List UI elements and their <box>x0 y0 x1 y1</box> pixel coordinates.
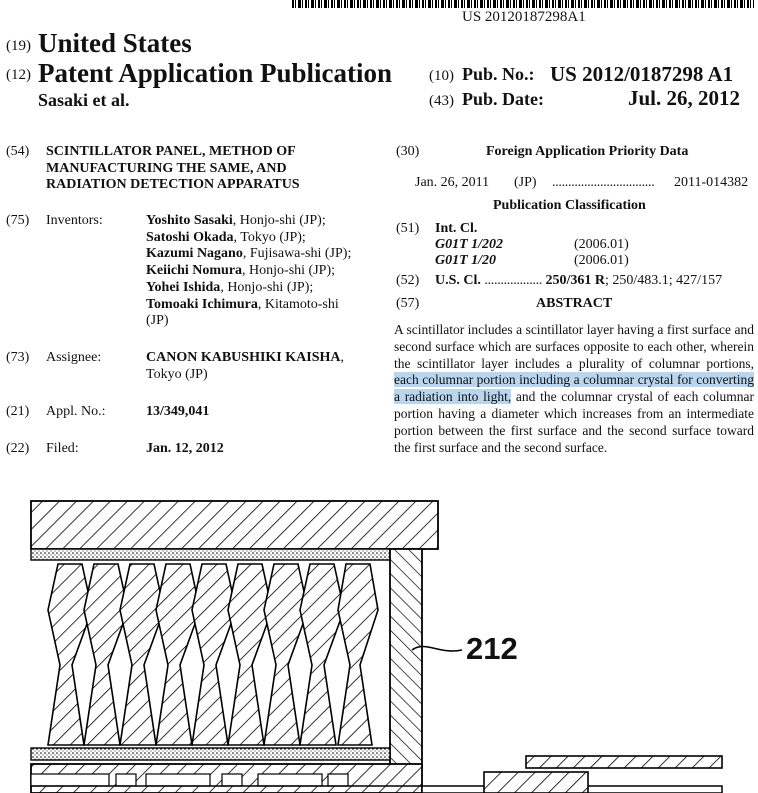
inventor-loc: , Honjo-shi (JP); <box>242 263 335 279</box>
inventors-label: Inventors: <box>46 213 103 228</box>
abstract-post: and the columnar crystal of each columnar portion having a diameter which increases from an intermediate portion between the first surface and the second surface toward the first surface and the second surface. <box>394 389 754 455</box>
code-43: (43) <box>429 93 454 109</box>
priority-dots: ................................ <box>552 175 655 190</box>
abstract-pre: A scintillator includes a scintillator layer having a first surface and second surface which are surfaces opposite to each other, wherein the scintillator layer includes a plurality of columnar portions, <box>394 322 754 371</box>
filed-label: Filed: <box>46 441 79 456</box>
columnar-crystals <box>48 564 378 745</box>
title-line: SCINTILLATOR PANEL, METHOD OF <box>46 144 296 159</box>
priority-heading: Foreign Application Priority Data <box>486 144 689 159</box>
appl-label: Appl. No.: <box>46 404 106 419</box>
abstract-code: (57) <box>396 296 420 311</box>
title-line: RADIATION DETECTION APPARATUS <box>46 177 300 192</box>
inventor-name: Kazumi Nagano <box>146 246 243 262</box>
code-19: (19) <box>6 38 31 54</box>
priority-code: (30) <box>396 144 420 159</box>
uscl-main: 250/361 R <box>545 273 606 288</box>
code-12: (12) <box>6 67 31 83</box>
top-substrate <box>31 501 438 549</box>
uscl-dots: .................. <box>484 273 543 288</box>
intcl-version: (2006.01) <box>574 237 629 252</box>
assignee-name: CANON KABUSHIKI KAISHA <box>146 350 341 365</box>
appl-no: 13/349,041 <box>146 404 210 419</box>
uscl-rest: ; 250/483.1; 427/157 <box>605 273 723 288</box>
assignee-loc: Tokyo (JP) <box>146 366 208 382</box>
bottom-dotted-layer <box>31 748 390 760</box>
pub-no-label: Pub. No.: <box>462 64 535 84</box>
inventors-code: (75) <box>6 213 30 228</box>
priority-country: (JP) <box>514 175 537 190</box>
top-dotted-layer <box>31 549 390 560</box>
pub-no: US 2012/0187298 A1 <box>550 62 734 86</box>
doc-type: Patent Application Publication <box>38 58 393 88</box>
abstract-highlight: each columnar portion including a columnar crystal for converting a radiation into light, <box>394 372 754 405</box>
inventor-loc: , Fujisawa-shi (JP); <box>242 246 352 262</box>
appl-code: (21) <box>6 404 30 419</box>
intcl-version: (2006.01) <box>574 253 629 268</box>
title-code: (54) <box>6 144 30 159</box>
abstract-heading: ABSTRACT <box>536 296 613 311</box>
intcl-class: G01T 1/202 <box>435 237 504 252</box>
sealing-wall <box>390 549 422 768</box>
priority-date: Jan. 26, 2011 <box>415 175 490 190</box>
assignee-sep: , <box>340 350 344 365</box>
inventor-name: Yoshito Sasaki <box>146 213 233 228</box>
inventor-name: Satoshi Okada <box>146 229 234 245</box>
intcl-class: G01T 1/20 <box>435 253 497 268</box>
inventor-loc: , Honjo-shi (JP); <box>220 279 314 295</box>
code-10: (10) <box>429 68 454 84</box>
country: United States <box>38 28 192 58</box>
inventor-loc: , Tokyo (JP); <box>233 229 306 245</box>
filed-code: (22) <box>6 441 30 456</box>
assignee-code: (73) <box>6 350 30 365</box>
priority-no: 2011-014382 <box>674 175 749 190</box>
filed-date: Jan. 12, 2012 <box>146 441 224 456</box>
intcl-label: Int. Cl. <box>435 221 478 236</box>
pub-date-label: Pub. Date: <box>462 89 544 109</box>
authors: Sasaki et al. <box>38 90 130 110</box>
pubclass-heading: Publication Classification <box>493 198 646 213</box>
title-line: MANUFACTURING THE SAME, AND <box>46 160 287 176</box>
inventor-name: Yohei Ishida <box>146 279 221 295</box>
inventor-name: Tomoaki Ichimura <box>146 296 258 312</box>
barcode-number: US 20120187298A1 <box>462 9 586 25</box>
inventor-loc: , Honjo-shi (JP); <box>232 213 326 228</box>
inventor-name: Keiichi Nomura <box>146 263 243 279</box>
uscl-label: U.S. Cl. <box>435 273 481 288</box>
ref-label-212: 212 <box>466 631 518 666</box>
uscl-code: (52) <box>396 273 420 288</box>
assignee-label: Assignee: <box>46 350 102 365</box>
pub-date: Jul. 26, 2012 <box>628 86 741 110</box>
intcl-code: (51) <box>396 221 420 236</box>
inventor-loc: , Kitamoto-shi <box>257 296 339 312</box>
inventor-last-line: (JP) <box>146 313 169 329</box>
